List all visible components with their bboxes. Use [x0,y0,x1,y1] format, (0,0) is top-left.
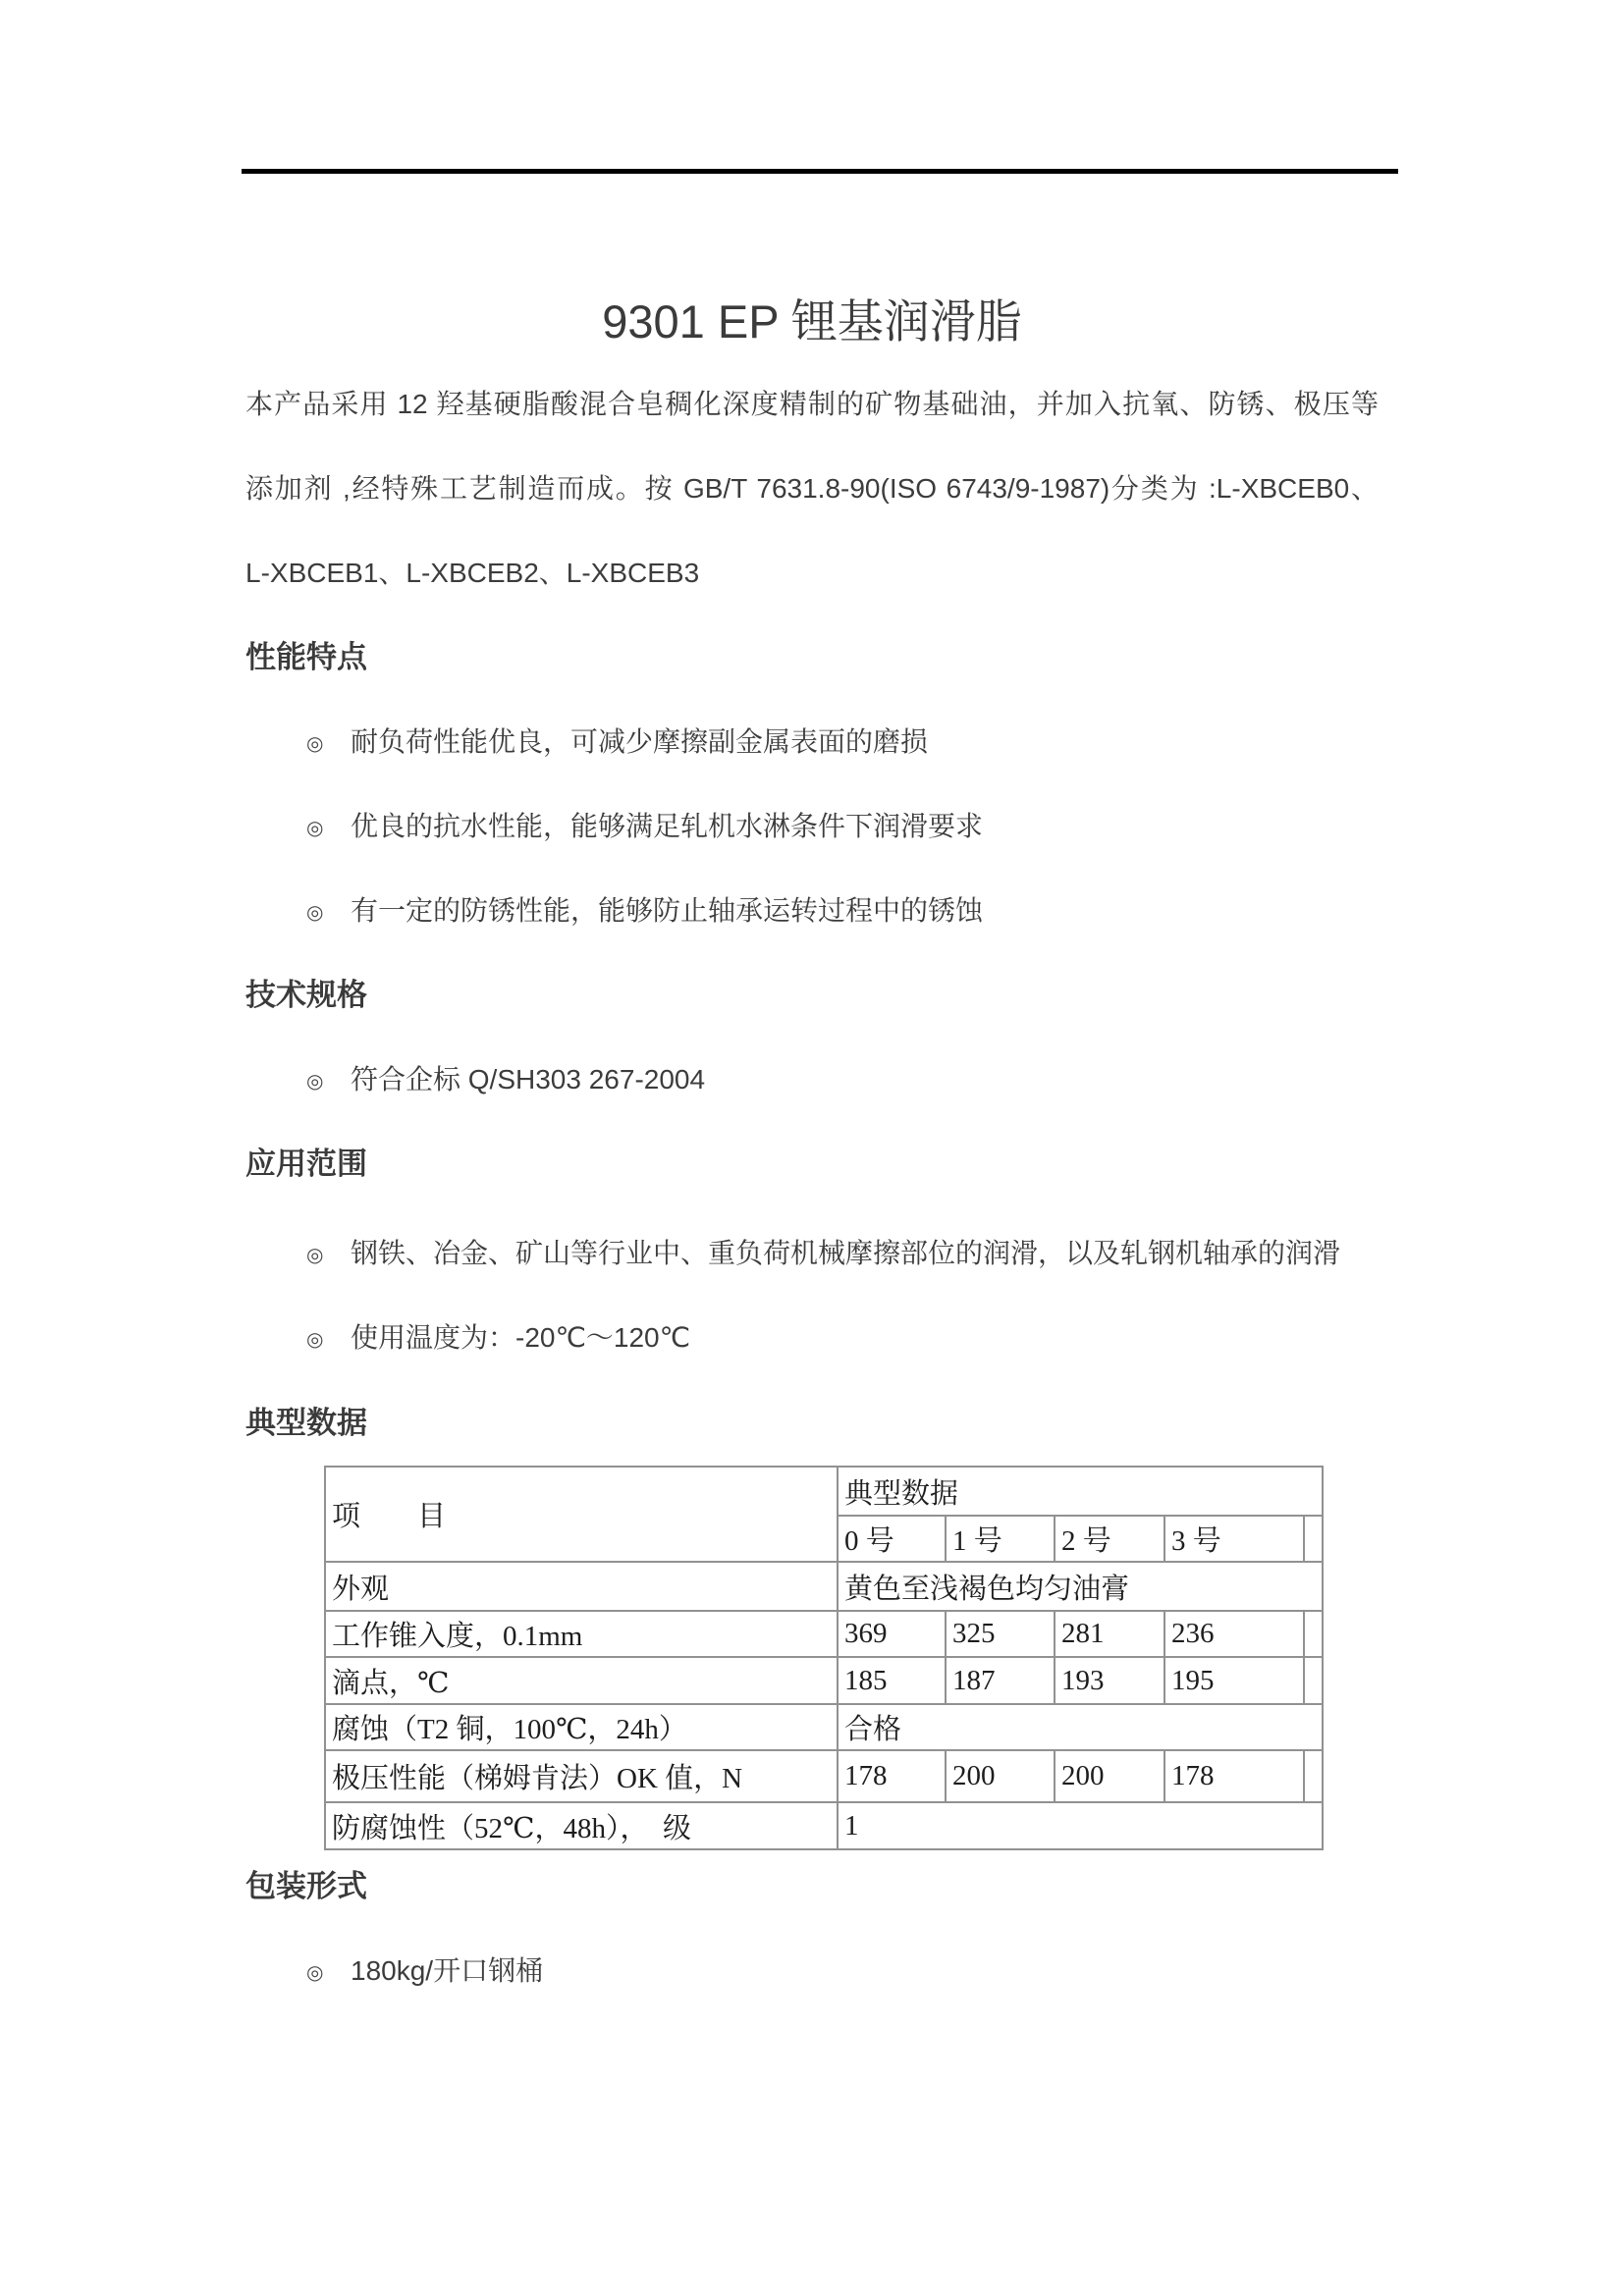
bullet-icon: ◎ [306,1328,324,1351]
table-cell-value: 195 [1164,1657,1304,1704]
list-item [306,810,983,845]
list-item-text: 钢铁、冶金、矿山等行业中、重负荷机械摩擦部位的润滑，以及轧钢机轴承的润滑 [351,1238,1341,1268]
table-cell-merged: 1 [838,1802,1323,1849]
table-col-header: 3 号 [1164,1516,1304,1562]
table-cell-merged: 合格 [838,1704,1323,1750]
list-item-text: 180kg/开口钢桶 [351,1955,544,1986]
typical-data-table [324,1466,1324,1850]
table-row-label: 腐蚀（T2 铜，100℃，24h） [325,1704,838,1750]
table-cell-merged: 黄色至浅褐色均匀油膏 [838,1562,1323,1611]
table-col-header: 2 号 [1055,1516,1164,1562]
table-spacer-cell [1304,1750,1323,1802]
heading-applications: 应用范围 [245,1147,367,1181]
table-cell-value: 281 [1055,1611,1164,1657]
heading-specs: 技术规格 [245,978,367,1012]
table-row-label: 工作锥入度，0.1mm [325,1611,838,1657]
table-cell-value: 200 [1055,1750,1164,1802]
bullet-icon: ◎ [306,901,324,924]
table-cell-value: 178 [838,1750,946,1802]
table-col-header: 0 号 [838,1516,946,1562]
table-cell-value: 236 [1164,1611,1304,1657]
bullet-icon: ◎ [306,1070,324,1093]
intro-line-2: 添加剂 ,经特殊工艺制造而成。按 GB/T 7631.8-90(ISO 6743/9-1987)分类为 :L-XBCEB0、 [245,473,1379,504]
table-spacer-cell [1304,1657,1323,1704]
list-item-text: 优良的抗水性能，能够满足轧机水淋条件下润滑要求 [351,811,984,841]
list-item [306,1237,1340,1272]
bullet-icon: ◎ [306,1244,324,1266]
table-row-label: 极压性能（梯姆肯法）OK 值，N [325,1750,838,1802]
top-rule [242,169,1398,174]
table-cell-value: 200 [946,1750,1055,1802]
intro-line-3: L-XBCEB1、L-XBCEB2、L-XBCEB3 [245,558,700,588]
table-cell-group-header: 典型数据 [838,1467,1323,1516]
list-item [306,1321,690,1357]
list-item-text: 有一定的防锈性能，能够防止轴承运转过程中的锈蚀 [351,895,984,926]
table-row-label: 滴点，℃ [325,1657,838,1704]
list-item-text: 符合企标 Q/SH303 267-2004 [351,1064,706,1095]
list-item [306,894,983,930]
table-cell-value: 325 [946,1611,1055,1657]
table-col-header: 1 号 [946,1516,1055,1562]
table-cell-value: 193 [1055,1657,1164,1704]
bullet-icon: ◎ [306,1961,324,1984]
table-row-label: 防腐蚀性（52℃，48h）， 级 [325,1802,838,1849]
table-cell-item-header: 项 目 [325,1467,838,1562]
heading-features: 性能特点 [245,640,367,674]
list-item [306,1954,543,1990]
table-spacer-cell [1304,1611,1323,1657]
list-item [306,1063,705,1098]
table-cell-value: 178 [1164,1750,1304,1802]
table-cell-value: 185 [838,1657,946,1704]
list-item [306,725,928,761]
table-cell-value: 187 [946,1657,1055,1704]
heading-typical-data: 典型数据 [245,1406,367,1440]
list-item-text: 使用温度为：-20℃～120℃ [351,1322,691,1353]
intro-line-1: 本产品采用 12 羟基硬脂酸混合皂稠化深度精制的矿物基础油，并加入抗氧、防锈、极压等 [245,389,1379,419]
list-item-text: 耐负荷性能优良，可减少摩擦副金属表面的磨损 [351,726,929,757]
bullet-icon: ◎ [306,732,324,755]
bullet-icon: ◎ [306,817,324,839]
heading-packaging: 包装形式 [245,1869,367,1903]
table-row-label: 外观 [325,1562,838,1611]
page-title: 9301 EP 锂基润滑脂 [602,295,1022,347]
table-spacer-cell [1304,1516,1323,1562]
table-cell-value: 369 [838,1611,946,1657]
